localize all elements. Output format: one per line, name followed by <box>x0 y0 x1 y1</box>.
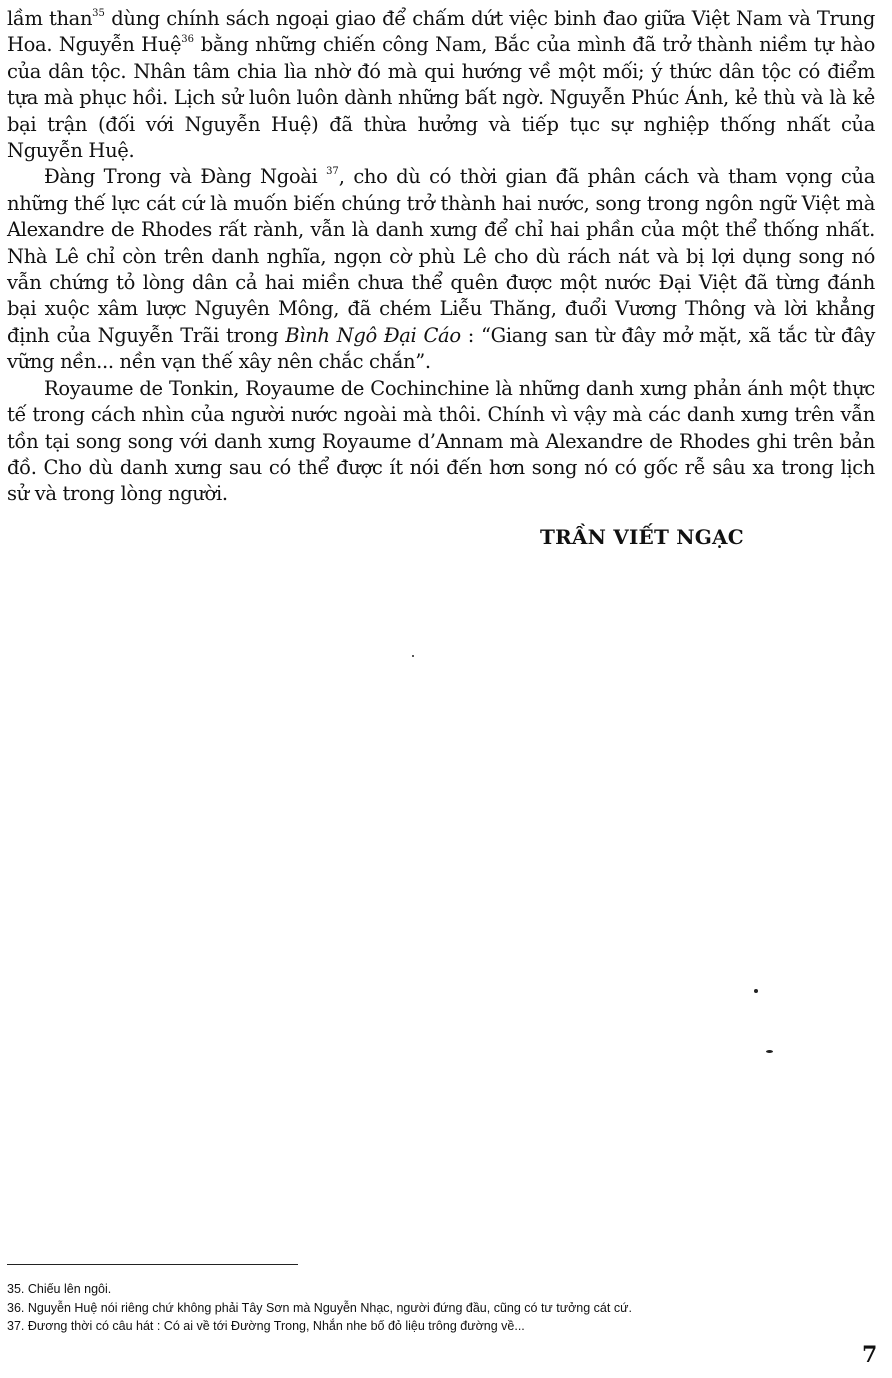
footnote-ref-35: 35 <box>92 8 105 19</box>
scan-speck <box>766 1050 773 1053</box>
footnote-ref-37: 37 <box>326 166 339 178</box>
paragraph-2 <box>7 164 875 375</box>
paragraph-3 <box>7 376 875 508</box>
footnote-ref-36: 36 <box>181 34 194 46</box>
text-run: Đàng Trong và Đàng Ngoài <box>44 165 327 189</box>
text-run: , cho dù có thời gian đã phân cách và tham vọng của những thế lực cát cứ là muốn biến chúng trở thành hai nước, song trong ngôn ngữ Việt mà Alexandre de Rhodes rất rành, vẫn là danh xưng để chỉ hai phần của một thể thống nhất. Nhà Lê chỉ còn trên danh nghĩa, ngọn cờ phù Lê cho dù rách nát và bị lợi dụng song nó vẫn chứng tỏ lòng dân cả hai miền chưa thể quên được một nước Đại Việt đã từng đánh bại xuộc xâm lược Nguyên Mông, đã chém Liễu Thăng, đuổi Vương Thông và lời khẳng định của Nguyễn Trãi trong <box>7 165 875 347</box>
paragraph-1 <box>7 6 875 164</box>
scan-speck <box>412 655 414 657</box>
text-run: dùng chính sách ngoại giao để chấm dứt việc binh đao giữa Việt Nam và Trung Hoa. Nguyễn Huệ <box>7 7 875 57</box>
text-run: bằng những chiến công Nam, Bắc của mình đã trở thành niềm tự hào của dân tộc. Nhân tâm chia lìa nhờ đó mà qui hướng về một mối; ý thức dân tộc có điểm tựa mà phục hồi. Lịch sử luôn luôn dành những bất ngờ. Nguyễn Phúc Ánh, kẻ thù và là kẻ bại trận (đối với Nguyễn Huệ) đã thừa hưởng và tiếp tục sự nghiệp thống nhất của Nguyễn Huệ. <box>7 33 876 163</box>
italic-title: Bình Ngô Đại Cáo <box>285 323 461 347</box>
body-text <box>7 6 875 508</box>
footnote-36: 36. Nguyễn Huệ nói riêng chứ không phải Tây Sơn mà Nguyễn Nhạc, người đứng đầu, cũng có tư tưởng cát cứ. <box>7 1300 632 1315</box>
text-run: lầm than <box>7 7 93 30</box>
text-run: Royaume de Tonkin, Royaume de Cochinchine là những danh xưng phản ánh một thực tế trong cách nhìn của người nước ngoài mà thôi. Chính vì vậy mà các danh xưng trên vẫn tồn tại song song với danh xưng Royaume d’Annam mà Alexandre de Rhodes ghi trên bản đồ. Cho dù danh xưng sau có thể được ít nói đến hơn song nó có gốc rễ sâu xa trong lịch sử và trong lòng người. <box>7 376 875 506</box>
author-signature: TRẦN VIẾT NGẠC <box>540 525 744 549</box>
scan-speck <box>754 989 758 993</box>
footnotes <box>7 1280 867 1336</box>
text-run: : “Giang san từ đây mở mặt, xã tắc từ đây vững nền... nền vạn thế xây nên chắc chắn”. <box>7 323 876 374</box>
footnote-37: 37. Đương thời có câu hát : Có ai về tới Đường Trong, Nhắn nhe bố đỏ liệu trông đường về... <box>7 1319 525 1333</box>
footnote-35: 35. Chiếu lên ngôi. <box>7 1282 112 1296</box>
footnote-divider <box>7 1264 298 1265</box>
page-number: 7 <box>862 1342 878 1368</box>
